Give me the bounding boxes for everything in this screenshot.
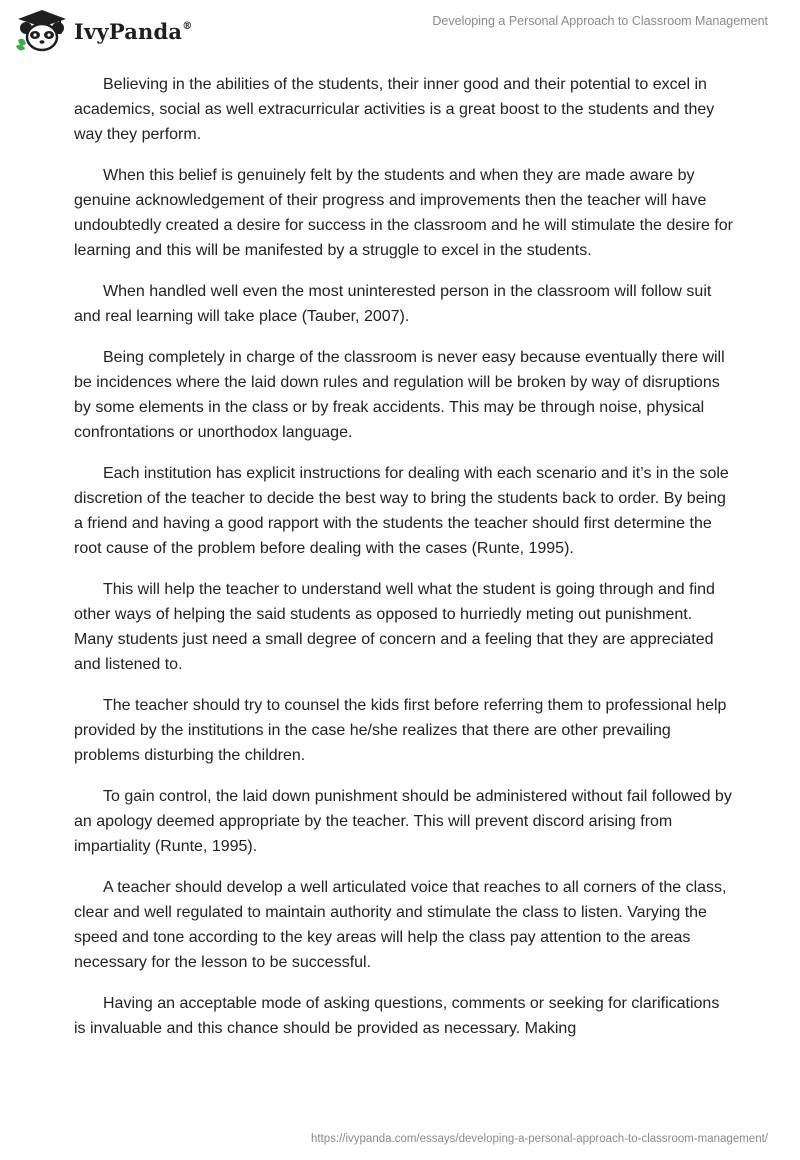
paragraph: Believing in the abilities of the students, their inner good and their potential to excel in academics, social as well extracurricular activities is a great boost to the students and they way they perform.	[74, 76, 715, 143]
paragraph: When handled well even the most uninterested person in the classroom will follow suit and real learning will take place (Tauber, 2007).	[74, 283, 712, 325]
logo-wordmark: IvyPanda®	[74, 18, 193, 44]
essay-body	[74, 72, 734, 1057]
document-title: Developing a Personal Approach to Classroom Management	[432, 14, 768, 28]
paragraph: To gain control, the laid down punishment should be administered without fail followed by an apology deemed appropriate by the teacher. This will prevent discord arising from impartiality (Runte, 1995).	[74, 788, 732, 855]
source-url-link[interactable]: https://ivypanda.com/essays/developing-a-personal-approach-to-classroom-management/	[310, 1133, 768, 1145]
paragraph: Being completely in charge of the classroom is never easy because eventually there will be incidences where the laid down rules and regulation will be broken by way of disruptions by some elements in the class or by freak accidents. This may be through noise, physical confrontations or unorthodox language.	[74, 349, 725, 441]
ivypanda-logo[interactable]	[14, 8, 192, 54]
paragraph: When this belief is genuinely felt by the students and when they are made aware by genuine acknowledgement of their progress and improvements then the teacher will have undoubtedly created a desire for success in the classroom and he will stimulate the desire for learning and this will be manifested by a struggle to excel in the students.	[74, 167, 734, 259]
paragraph: Having an acceptable mode of asking questions, comments or seeking for clarifications is invaluable and this chance should be provided as necessary. Making	[74, 995, 720, 1037]
paragraph: Each institution has explicit instructions for dealing with each scenario and it’s in the sole discretion of the teacher to decide the best way to bring the students back to order. By being a friend and having a good rapport with the students the teacher should first determine the root cause of the problem before dealing with the cases (Runte, 1995).	[74, 465, 729, 557]
paragraph: A teacher should develop a well articulated voice that reaches to all corners of the class, clear and well regulated to maintain authority and stimulate the class to listen. Varying the speed and tone according to the key areas will help the class pay attention to the areas necessary for the lesson to be successful.	[74, 879, 727, 971]
page-header	[0, 0, 800, 60]
registered-mark: ®	[182, 20, 193, 32]
panda-mascot-icon	[14, 8, 70, 54]
paragraph: The teacher should try to counsel the kids first before referring them to professional help provided by the institutions in the case he/she realizes that there are other prevailing problems disturbing the children.	[74, 697, 727, 764]
paragraph: This will help the teacher to understand well what the student is going through and find other ways of helping the said students as opposed to hurriedly meting out punishment. Many students just need a small degree of concern and a feeling that they are appreciated and listened to.	[74, 581, 715, 673]
